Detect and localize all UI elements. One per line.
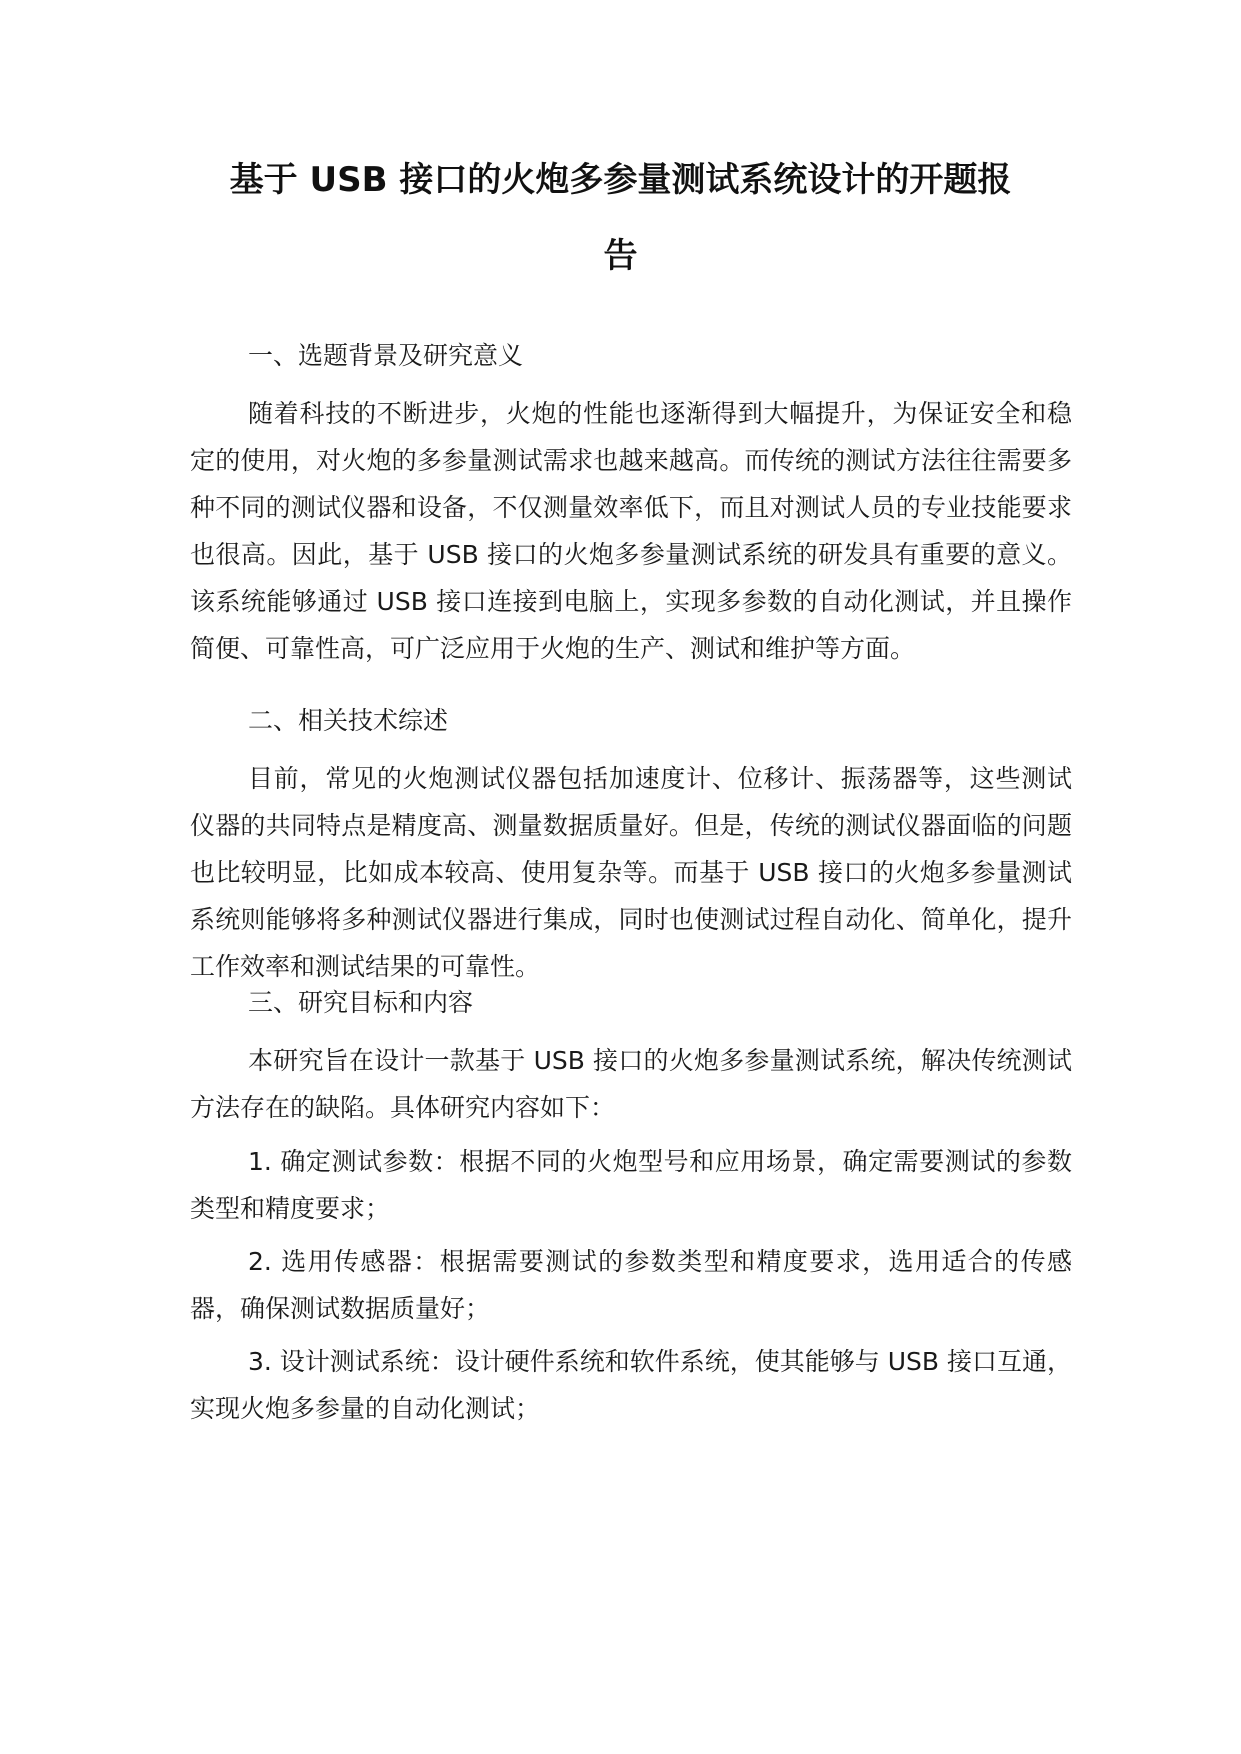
list-item-design-system: 3. 设计测试系统：设计硬件系统和软件系统，使其能够与 USB 接口互通，实现火炮多参量的自动化测试； xyxy=(190,1347,1073,1423)
section-heading-background: 一、选题背景及研究意义 xyxy=(248,341,524,370)
paragraph-technology-review: 目前，常见的火炮测试仪器包括加速度计、位移计、振荡器等，这些测试仪器的共同特点是精度高、测量数据质量好。但是，传统的测试仪器面临的问题也比较明显，比如成本较高、使用复杂等。而基于 USB 接口的火炮多参量测试系统则能够将多种测试仪器进行集成，同时也使测试过程自动化、简单化，提升工作效率和测试结果的可靠性。 xyxy=(190,764,1072,981)
list-item-select-sensors: 2. 选用传感器：根据需要测试的参数类型和精度要求，选用适合的传感器，确保测试数据质量好； xyxy=(190,1247,1072,1323)
section-heading-technology-review: 二、相关技术综述 xyxy=(248,706,449,735)
section-heading-research-goals: 三、研究目标和内容 xyxy=(248,988,474,1017)
document-title-line-2: 告 xyxy=(603,236,638,276)
paragraph-research-goals-intro: 本研究旨在设计一款基于 USB 接口的火炮多参量测试系统，解决传统测试方法存在的缺陷。具体研究内容如下： xyxy=(190,1046,1072,1122)
list-item-determine-parameters: 1. 确定测试参数：根据不同的火炮型号和应用场景，确定需要测试的参数类型和精度要求； xyxy=(190,1147,1072,1223)
document-title-line-1: 基于 USB 接口的火炮多参量测试系统设计的开题报 xyxy=(229,160,1012,200)
paragraph-background: 随着科技的不断进步，火炮的性能也逐渐得到大幅提升，为保证安全和稳定的使用，对火炮的多参量测试需求也越来越高。而传统的测试方法往往需要多种不同的测试仪器和设备，不仅测量效率低下，而且对测试人员的专业技能要求也很高。因此，基于 USB 接口的火炮多参量测试系统的研发具有重要的意义。该系统能够通过 USB 接口连接到电脑上，实现多参数的自动化测试，并且操作简便、可靠性高，可广泛应用于火炮的生产、测试和维护等方面。 xyxy=(190,399,1072,663)
